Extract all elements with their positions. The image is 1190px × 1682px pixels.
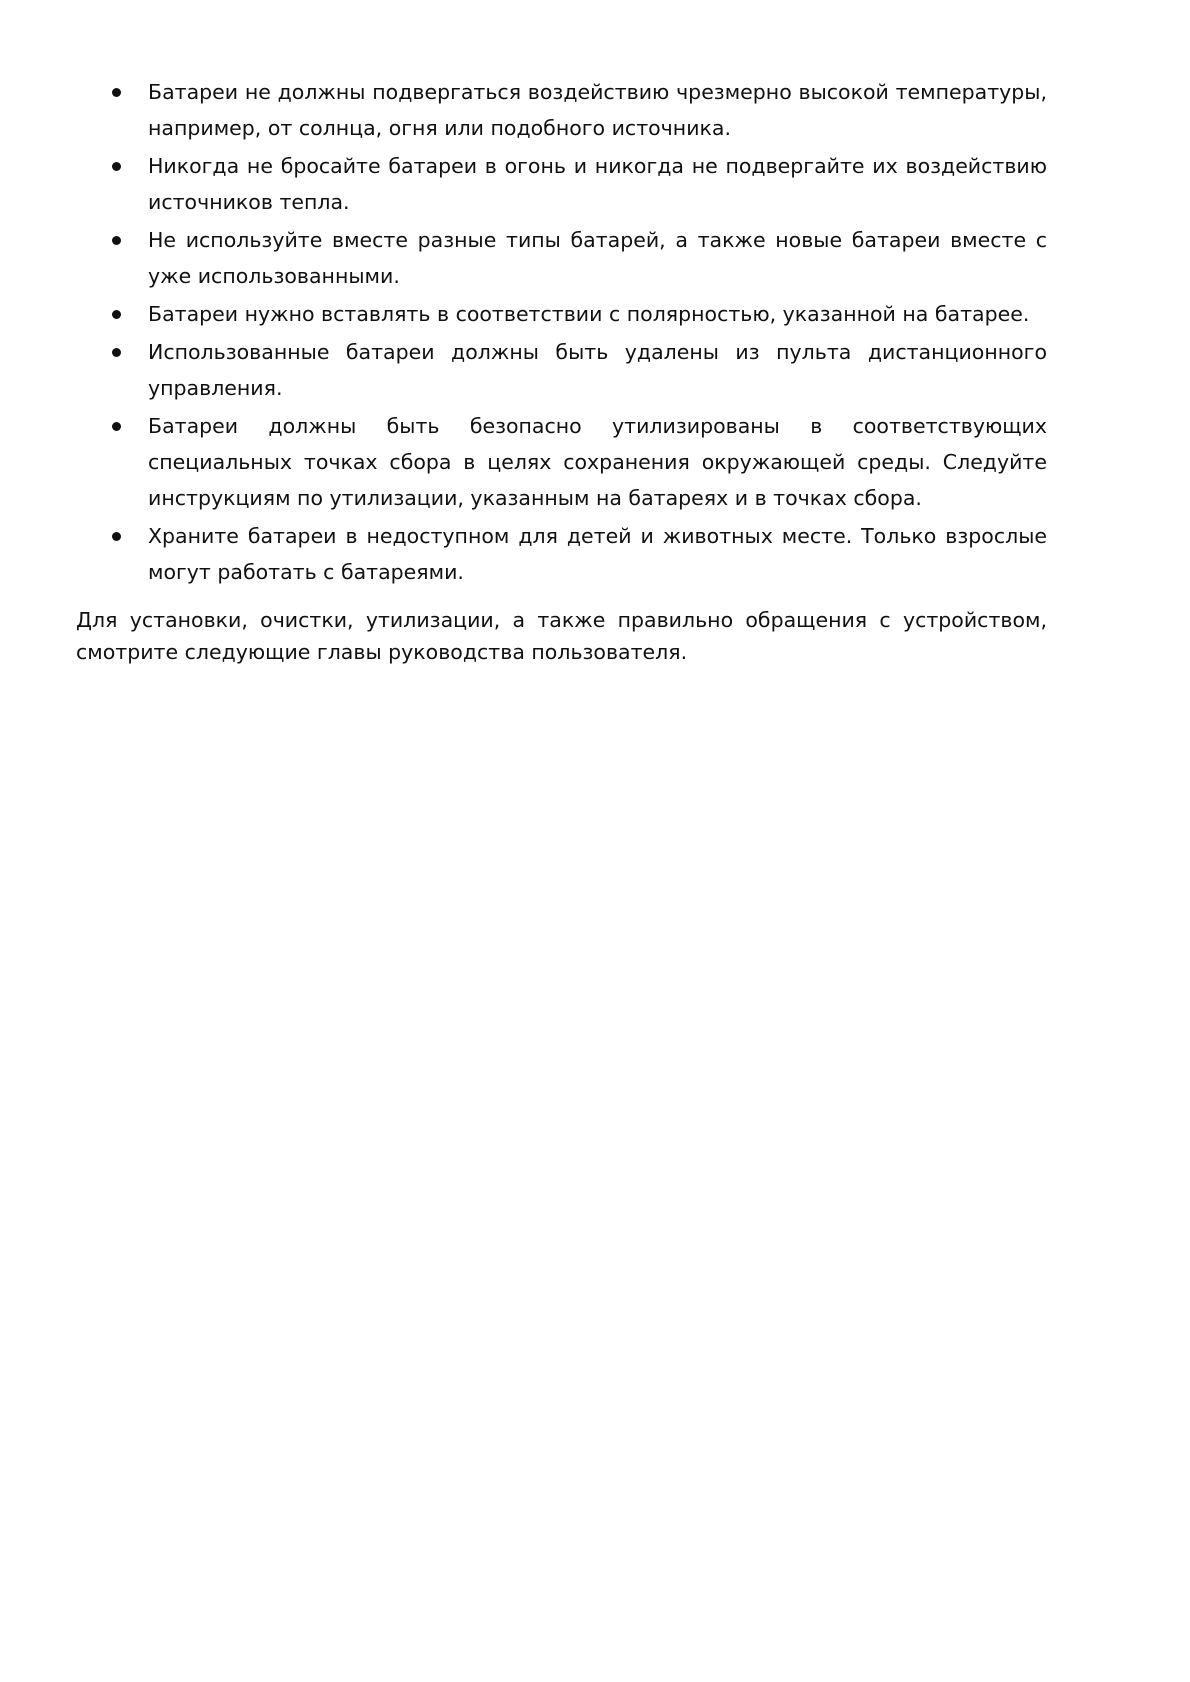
list-item <box>76 296 1047 332</box>
list-item <box>76 334 1047 406</box>
list-item <box>76 518 1047 590</box>
bullet-icon <box>112 310 121 319</box>
battery-safety-list <box>76 74 1047 590</box>
bullet-icon <box>112 236 121 245</box>
bullet-icon <box>112 532 121 541</box>
list-item <box>76 148 1047 220</box>
bullet-icon <box>112 162 121 171</box>
list-item-text: Храните батареи в недоступном для детей и животных месте. Только взрослые могут работать с батареями. <box>148 524 1047 584</box>
list-item-text: Батареи должны быть безопасно утилизированы в соответствующих специальных точках сбора в целях сохранения окружающей среды. Следуйте инструкциям по утилизации, указанным на батареях и в точках сбора. <box>148 414 1047 510</box>
closing-paragraph: Для установки, очистки, утилизации, а также правильно обращения с устройством, смотрите следующие главы руководства пользователя. <box>76 608 1047 664</box>
bullet-icon <box>112 348 121 357</box>
list-item <box>76 408 1047 516</box>
list-item-text: Использованные батареи должны быть удалены из пульта дистанционного управления. <box>148 340 1047 400</box>
page-content <box>76 74 1047 668</box>
list-item-text: Батареи нужно вставлять в соответствии с полярностью, указанной на батарее. <box>148 302 1030 326</box>
list-item <box>76 74 1047 146</box>
list-item <box>76 222 1047 294</box>
bullet-icon <box>112 88 121 97</box>
bullet-icon <box>112 422 121 431</box>
list-item-text: Не используйте вместе разные типы батарей, а также новые батареи вместе с уже использованными. <box>148 228 1047 288</box>
list-item-text: Никогда не бросайте батареи в огонь и никогда не подвергайте их воздействию источников тепла. <box>148 154 1047 214</box>
list-item-text: Батареи не должны подвергаться воздействию чрезмерно высокой температуры, например, от солнца, огня или подобного источника. <box>148 80 1047 140</box>
